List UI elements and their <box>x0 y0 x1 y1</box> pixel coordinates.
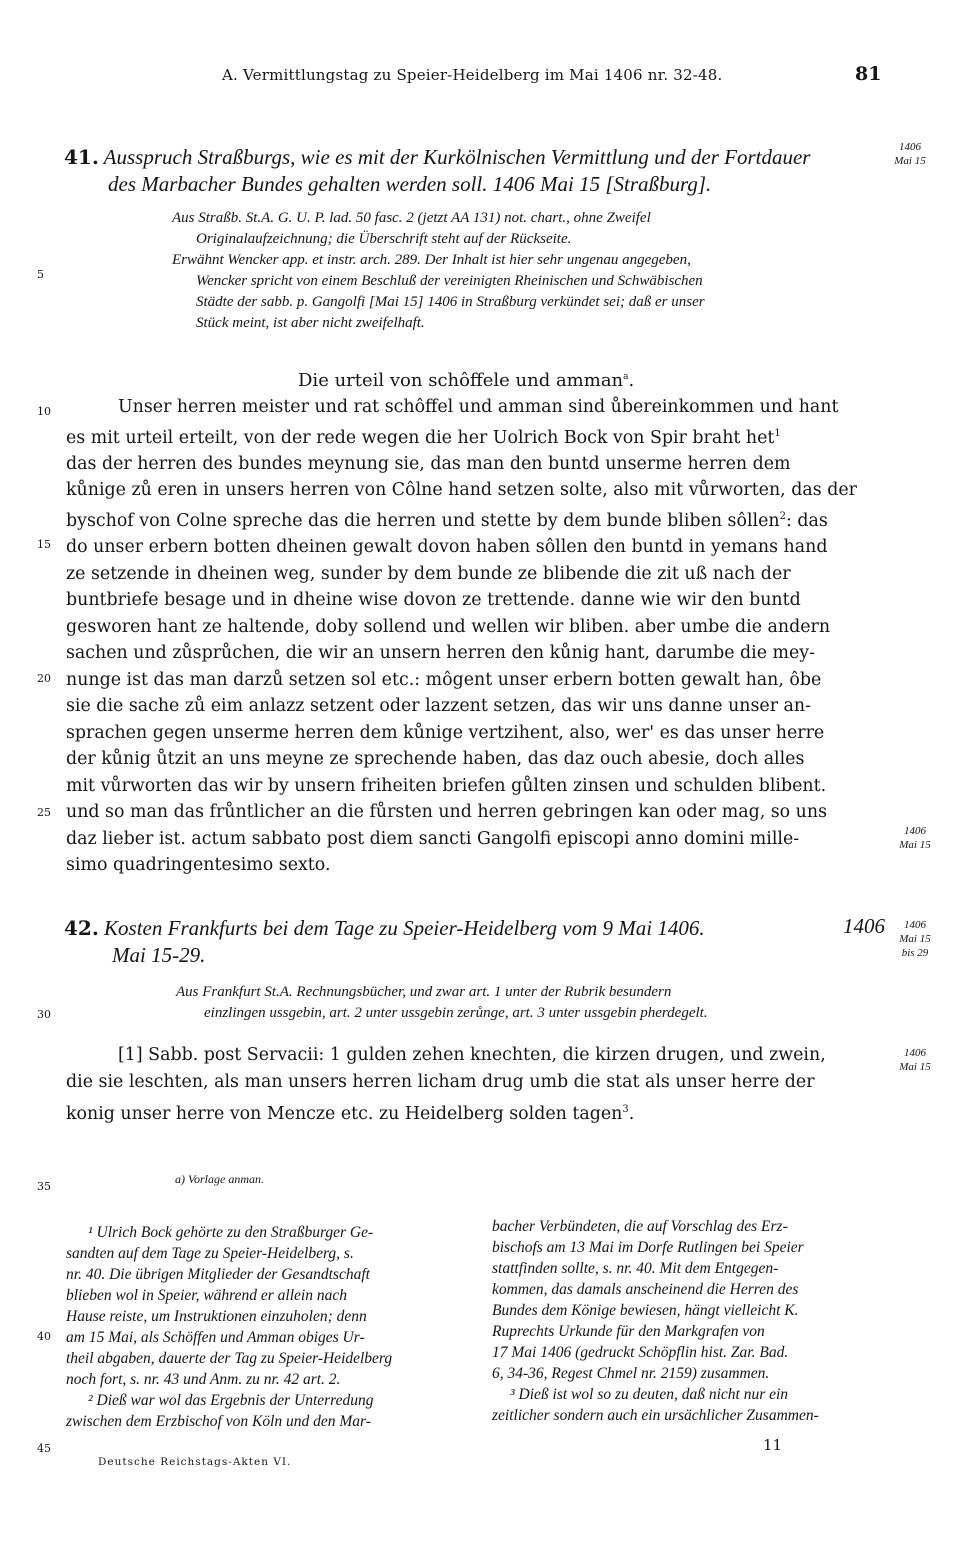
doc42-source-line2: einzlingen ussgebin, art. 2 unter ussgebin zerůnge, art. 3 unter ussgebin pherdegelt. <box>204 1005 708 1021</box>
text-line: sprachen gegen unserme herren dem kůnige vertzihent, also, wer' es das unser herre <box>66 722 825 743</box>
footnote-line: theil abgaben, dauerte der Tag zu Speier-Heidelberg <box>66 1350 393 1367</box>
footnote-line: nr. 40. Die übrigen Mitglieder der Gesandtschaft <box>66 1266 370 1283</box>
text-line: sie die sache zů eim anlazz setzent oder lazzent setzen, das wir uns danne unser an- <box>66 696 811 717</box>
line-number: 5 <box>37 268 44 281</box>
margin-year: 1406 <box>904 919 926 931</box>
text-line: nunge ist das man darzů setzen sol etc.: môgent unser erbern botten gewalt han, ôbe <box>66 669 822 690</box>
footnote-line: ³ Dieß ist wol so zu deuten, daß nicht nur ein <box>510 1386 789 1403</box>
doc41-note-line3: Städte der sabb. p. Gangolfi [Mai 15] 1406 in Straßburg verkündet sei; daß er unser <box>196 294 705 310</box>
footnote-line: ² Dieß war wol das Ergebnis der Unterredung <box>88 1392 374 1409</box>
doc41-title-text: Die urteil von schôffele und amman <box>298 370 624 391</box>
footnote-line: bacher Verbündeten, die auf Vorschlag des Erz- <box>492 1218 788 1235</box>
running-title: A. Vermittlungstag zu Speier-Heidelberg im Mai 1406 nr. 32-48. <box>222 66 723 84</box>
margin-day: Mai 15 <box>899 839 931 851</box>
signature-label: Deutsche Reichstags-Akten VI. <box>98 1456 292 1468</box>
footnote-line: zwischen dem Erzbischof von Köln und den Mar- <box>66 1413 371 1430</box>
text-line: buntbriefe besage und in dheine wise dovon ze trettende. danne wie wir den buntd <box>66 590 801 611</box>
text-line: do unser erbern botten dheinen gewalt dovon haben sôllen den buntd in yemans hand <box>66 537 828 558</box>
footnote-line: ¹ Ulrich Bock gehörte zu den Straßburger Ge- <box>88 1224 374 1241</box>
doc41-heading <box>64 144 810 198</box>
footnote-line: sandten auf dem Tage zu Speier-Heidelberg, s. <box>66 1245 354 1262</box>
footnote-line: Hause reiste, um Instruktionen einzuholen; denn <box>66 1308 367 1325</box>
doc41-end-margin-date <box>888 824 942 852</box>
line-number: 15 <box>37 538 51 551</box>
margin-year: 1406 <box>904 825 926 837</box>
margin-year: 1406 <box>904 1047 926 1059</box>
page-number: 81 <box>855 63 882 85</box>
text-line: simo quadringentesimo sexto. <box>66 855 331 876</box>
line-number: 20 <box>37 672 51 685</box>
footnote-line: Ruprechts Urkunde für den Markgrafen von <box>492 1323 765 1340</box>
footnote-line: blieben wol in Speier, während er allein nach <box>66 1287 347 1304</box>
text-line: der kůnig ůtzit an uns meyne ze sprechende haben, das daz ouch abesie, doch alles <box>66 749 805 770</box>
line-number: 35 <box>37 1180 51 1193</box>
footnotes-left-column <box>66 1222 474 1432</box>
doc42-heading-line1: Kosten Frankfurts bei dem Tage zu Speier-Heidelberg vom 9 Mai 1406. <box>104 916 705 940</box>
doc41-source-line1: Aus Straßb. St.A. G. U. P. lad. 50 fasc. 2 (jetzt AA 131) not. chart., ohne Zweifel <box>172 210 651 226</box>
footnote-line: 17 Mai 1406 (gedruckt Schöpflin hist. Zar. Bad. <box>492 1344 789 1361</box>
footnote-line: bischofs am 13 Mai im Dorfe Rutlingen bei Speier <box>492 1239 804 1256</box>
text-line: daz lieber ist. actum sabbato post diem sancti Gangolfi episcopi anno domini mille- <box>66 828 800 849</box>
doc41-source <box>172 208 705 334</box>
margin-day: Mai 15 <box>899 933 931 945</box>
doc41-heading-line2: des Marbacher Bundes gehalten werden soll. 1406 Mai 15 [Straßburg]. <box>108 172 712 196</box>
margin-day: Mai 15 <box>894 155 926 167</box>
doc42-number: 42. <box>64 916 99 940</box>
footnote-line: 6, 34-36, Regest Chmel nr. 2159) zusammen. <box>492 1365 770 1382</box>
doc42-item-margin-date <box>888 1046 942 1074</box>
footnote-line: zeitlicher sondern auch ein ursächlicher Zusammen- <box>492 1407 819 1424</box>
doc42-margin-date <box>888 918 942 960</box>
doc41-heading-line1: Ausspruch Straßburgs, wie es mit der Kurkölnischen Vermittlung und der Fortdauer <box>103 145 811 169</box>
doc42-text: [1] Sabb. post Servacii: 1 gulden zehen knechten, die kirzen drugen, und zwein, die sie leschten, als man unsers herren licham drug umb die stat als unser herre der konig unser herre von Mencze etc. zu Heidelberg solden tagen$^3$. <box>66 1042 888 1128</box>
doc42-heading-year: 1406 <box>843 914 885 938</box>
sheet-number: 11 <box>763 1436 783 1454</box>
doc42-heading-line2: Mai 15-29. <box>112 943 206 967</box>
text-line: Unser herren meister und rat schôffel und amman sind ůbereinkommen und hant <box>118 397 839 417</box>
doc41-title-note-ref: a <box>623 372 629 382</box>
doc41-number: 41. <box>64 145 99 169</box>
doc41-note-line4: Stück meint, ist aber nicht zweifelhaft. <box>196 315 425 331</box>
text-line: kůnige zů eren in unsers herren von Côlne hand setzen solte, also mit vůrworten, das der <box>66 480 857 501</box>
text-line: sachen und zůsprůchen, die wir an unsern herren den kůnig hant, darumbe die mey- <box>66 643 816 664</box>
footnote-line: Bundes dem Könige bewiesen, hängt vielleicht K. <box>492 1302 799 1319</box>
line-number: 45 <box>37 1442 51 1455</box>
margin-day: Mai 15 <box>899 1061 931 1073</box>
text-line: das der herren des bundes meynung sie, das man den buntd unserme herren dem <box>66 453 791 474</box>
doc42-source <box>176 982 708 1024</box>
apparatus-note-a: a) Vorlage anman. <box>175 1172 264 1186</box>
doc42-source-line1: Aus Frankfurt St.A. Rechnungsbücher, und zwar art. 1 unter der Rubrik besundern <box>176 984 672 1000</box>
text-line: es mit urteil erteilt, von der rede wegen die her Uolrich Bock von Spir braht het <box>66 427 775 448</box>
text-line: ze setzende in dheinen weg, sunder by dem bunde ze blibende die zit uß nach der <box>66 563 791 584</box>
footnote-ref: 3 <box>622 1104 629 1115</box>
line-number: 40 <box>37 1330 51 1343</box>
footnotes-right-column <box>492 1216 900 1426</box>
doc41-title <box>298 364 634 394</box>
margin-until: bis 29 <box>901 947 929 959</box>
doc42-heading <box>64 915 705 969</box>
text-line: die sie leschten, als man unsers herren licham drug umb die stat als unser herre der <box>66 1072 815 1092</box>
line-number: 30 <box>37 1008 51 1021</box>
doc41-note-line2: Wencker spricht von einem Beschluß der vereinigten Rheinischen und Schwäbischen <box>196 273 703 289</box>
doc41-note-line1: Erwähnt Wencker app. et instr. arch. 289. Der Inhalt ist hier sehr ungenau angegeben, <box>172 252 691 268</box>
text-line: mit vůrworten das wir by unsern friheiten briefen gůlten zinsen und schulden blibent. <box>66 775 827 796</box>
doc41-title-end: . <box>628 370 635 391</box>
doc41-text: Unser herren meister und rat schôffel und amman sind ůbereinkommen und hant es mit urteil erteilt, von der rede wegen die her Uolrich Bock von Spir braht het$^1$ das der herren des bundes meynung sie, das man den buntd unserme herren dem kůnige zů eren in unsers herren von Côlne hand setzen solte, also mit vůrworten, das der byschof von Colne spreche das die herren und stette by dem bunde bliben sôllen$^2$: das do unser erbern botten dheinen gewalt dovon haben sôllen den buntd in yemans hand ze setzende in dheinen weg, sunder by dem bunde ze blibende die zit uß nach der buntbriefe besage und in dheine wise dovon ze trettende. danne wie wir den buntd gesworen hant ze haltende, doby sollend und wellen wir bliben. aber umbe die andern sachen und zůsprůchen, die wir an unsern herren den kůnig hant, darumbe die mey- nunge ist das man darzů setzen sol etc.: môgent unser erbern botten gewalt han, ôbe sie die sache zů eim anlazz setzent oder lazzent setzen, das wir uns danne unser an- sprachen gegen unserme herren dem kůnige vertzihent, also, wer' es das unser herre der kůnig ůtzit an uns meyne ze sprechende haben, das daz ouch abesie, doch alles mit vůrworten das wir by unsern friheiten briefen gůlten zinsen und schulden blibent. und so man das frůntlicher an die fůrsten und herren gebringen kan oder mag, so uns daz lieber ist. actum sabbato post diem sancti Gangolfi episcopi anno domini mille- simo quadringentesimo sexto. <box>66 394 888 879</box>
doc41-margin-date <box>883 140 937 168</box>
margin-year: 1406 <box>899 141 921 153</box>
line-number: 10 <box>37 405 51 418</box>
line-number: 25 <box>37 806 51 819</box>
footnote-ref: 2 <box>779 510 786 522</box>
text-line: gesworen hant ze haltende, doby sollend und wellen wir bliben. aber umbe die andern <box>66 616 831 637</box>
footnote-line: kommen, das damals anscheinend die Herren des <box>492 1281 799 1298</box>
footnote-ref: 1 <box>774 427 781 439</box>
text-line: [1] Sabb. post Servacii: 1 gulden zehen knechten, die kirzen drugen, und zwein, <box>118 1045 826 1065</box>
footnote-line: noch fort, s. nr. 43 und Anm. zu nr. 42 art. 2. <box>66 1371 341 1388</box>
footnote-line: stattfinden sollte, s. nr. 40. Mit dem Entgegen- <box>492 1260 779 1277</box>
text-line: byschof von Colne spreche das die herren und stette by dem bunde bliben sôllen <box>66 510 780 531</box>
text-line: konig unser herre von Mencze etc. zu Heidelberg solden tagen <box>66 1103 623 1124</box>
text-line: und so man das frůntlicher an die fůrsten und herren gebringen kan oder mag, so uns <box>66 802 828 823</box>
footnote-line: am 15 Mai, als Schöffen und Amman obiges Ur- <box>66 1329 365 1346</box>
doc41-source-line2: Originalaufzeichnung; die Überschrift steht auf der Rückseite. <box>196 231 572 247</box>
